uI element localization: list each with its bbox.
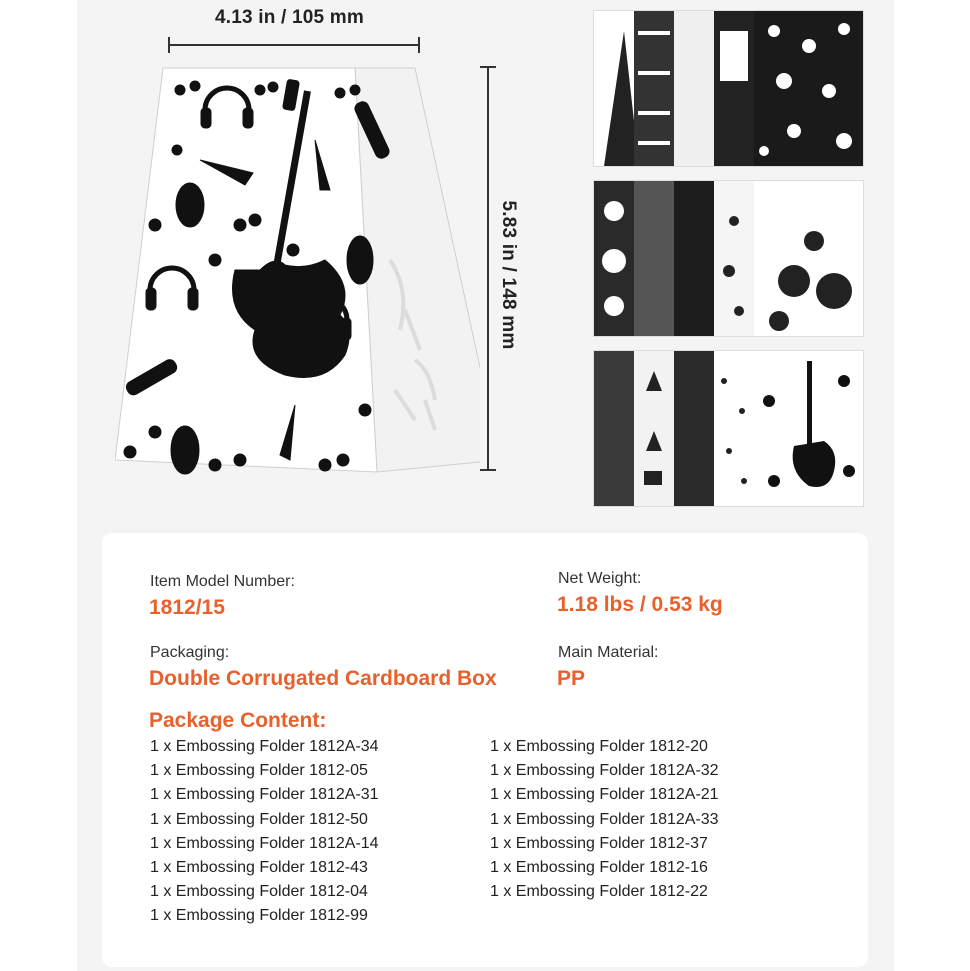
list-item: 1 x Embossing Folder 1812A-14 xyxy=(150,834,379,852)
height-dimension-label: 5.83 in / 148 mm xyxy=(498,200,519,350)
list-item: 1 x Embossing Folder 1812A-32 xyxy=(490,762,719,780)
list-item: 1 x Embossing Folder 1812-22 xyxy=(490,883,708,901)
height-dimension-cap-top xyxy=(480,66,496,68)
packaging-value: Double Corrugated Cardboard Box xyxy=(149,667,497,690)
thumbnail-party-music-folders xyxy=(593,350,864,507)
list-item: 1 x Embossing Folder 1812-04 xyxy=(150,883,368,901)
net-weight-value: 1.18 lbs / 0.53 kg xyxy=(557,593,723,616)
list-item: 1 x Embossing Folder 1812-20 xyxy=(490,738,708,755)
main-material-value: PP xyxy=(557,667,586,690)
height-dimension-line xyxy=(487,66,489,471)
width-dimension-cap-right xyxy=(418,37,420,53)
net-weight-label: Net Weight: xyxy=(558,570,642,587)
height-dimension-cap-bottom xyxy=(480,469,496,471)
package-content-heading: Package Content: xyxy=(149,709,327,732)
thumbnail-floral-folders xyxy=(593,180,864,337)
model-number-label: Item Model Number: xyxy=(150,573,295,590)
list-item: 1 x Embossing Folder 1812A-34 xyxy=(150,738,379,755)
list-item: 1 x Embossing Folder 1812-99 xyxy=(150,907,368,925)
list-item: 1 x Embossing Folder 1812-43 xyxy=(150,858,368,876)
thumbnail-christmas-folders xyxy=(593,10,864,167)
width-dimension-line xyxy=(168,44,420,46)
width-dimension-label: 4.13 in / 105 mm xyxy=(215,7,364,28)
list-item: 1 x Embossing Folder 1812A-33 xyxy=(490,810,719,828)
list-item: 1 x Embossing Folder 1812-05 xyxy=(150,762,368,780)
music-folder-image xyxy=(115,60,480,480)
list-item: 1 x Embossing Folder 1812-37 xyxy=(490,834,708,852)
package-content-list-left xyxy=(150,735,379,929)
list-item: 1 x Embossing Folder 1812-50 xyxy=(150,810,368,828)
list-item: 1 x Embossing Folder 1812-16 xyxy=(490,858,708,876)
model-number-value: 1812/15 xyxy=(149,596,225,619)
package-content-list-right xyxy=(490,735,719,904)
width-dimension-cap-left xyxy=(168,37,170,53)
list-item: 1 x Embossing Folder 1812A-21 xyxy=(490,786,719,804)
list-item: 1 x Embossing Folder 1812A-31 xyxy=(150,786,379,804)
packaging-label: Packaging: xyxy=(150,644,230,661)
main-material-label: Main Material: xyxy=(558,644,659,661)
